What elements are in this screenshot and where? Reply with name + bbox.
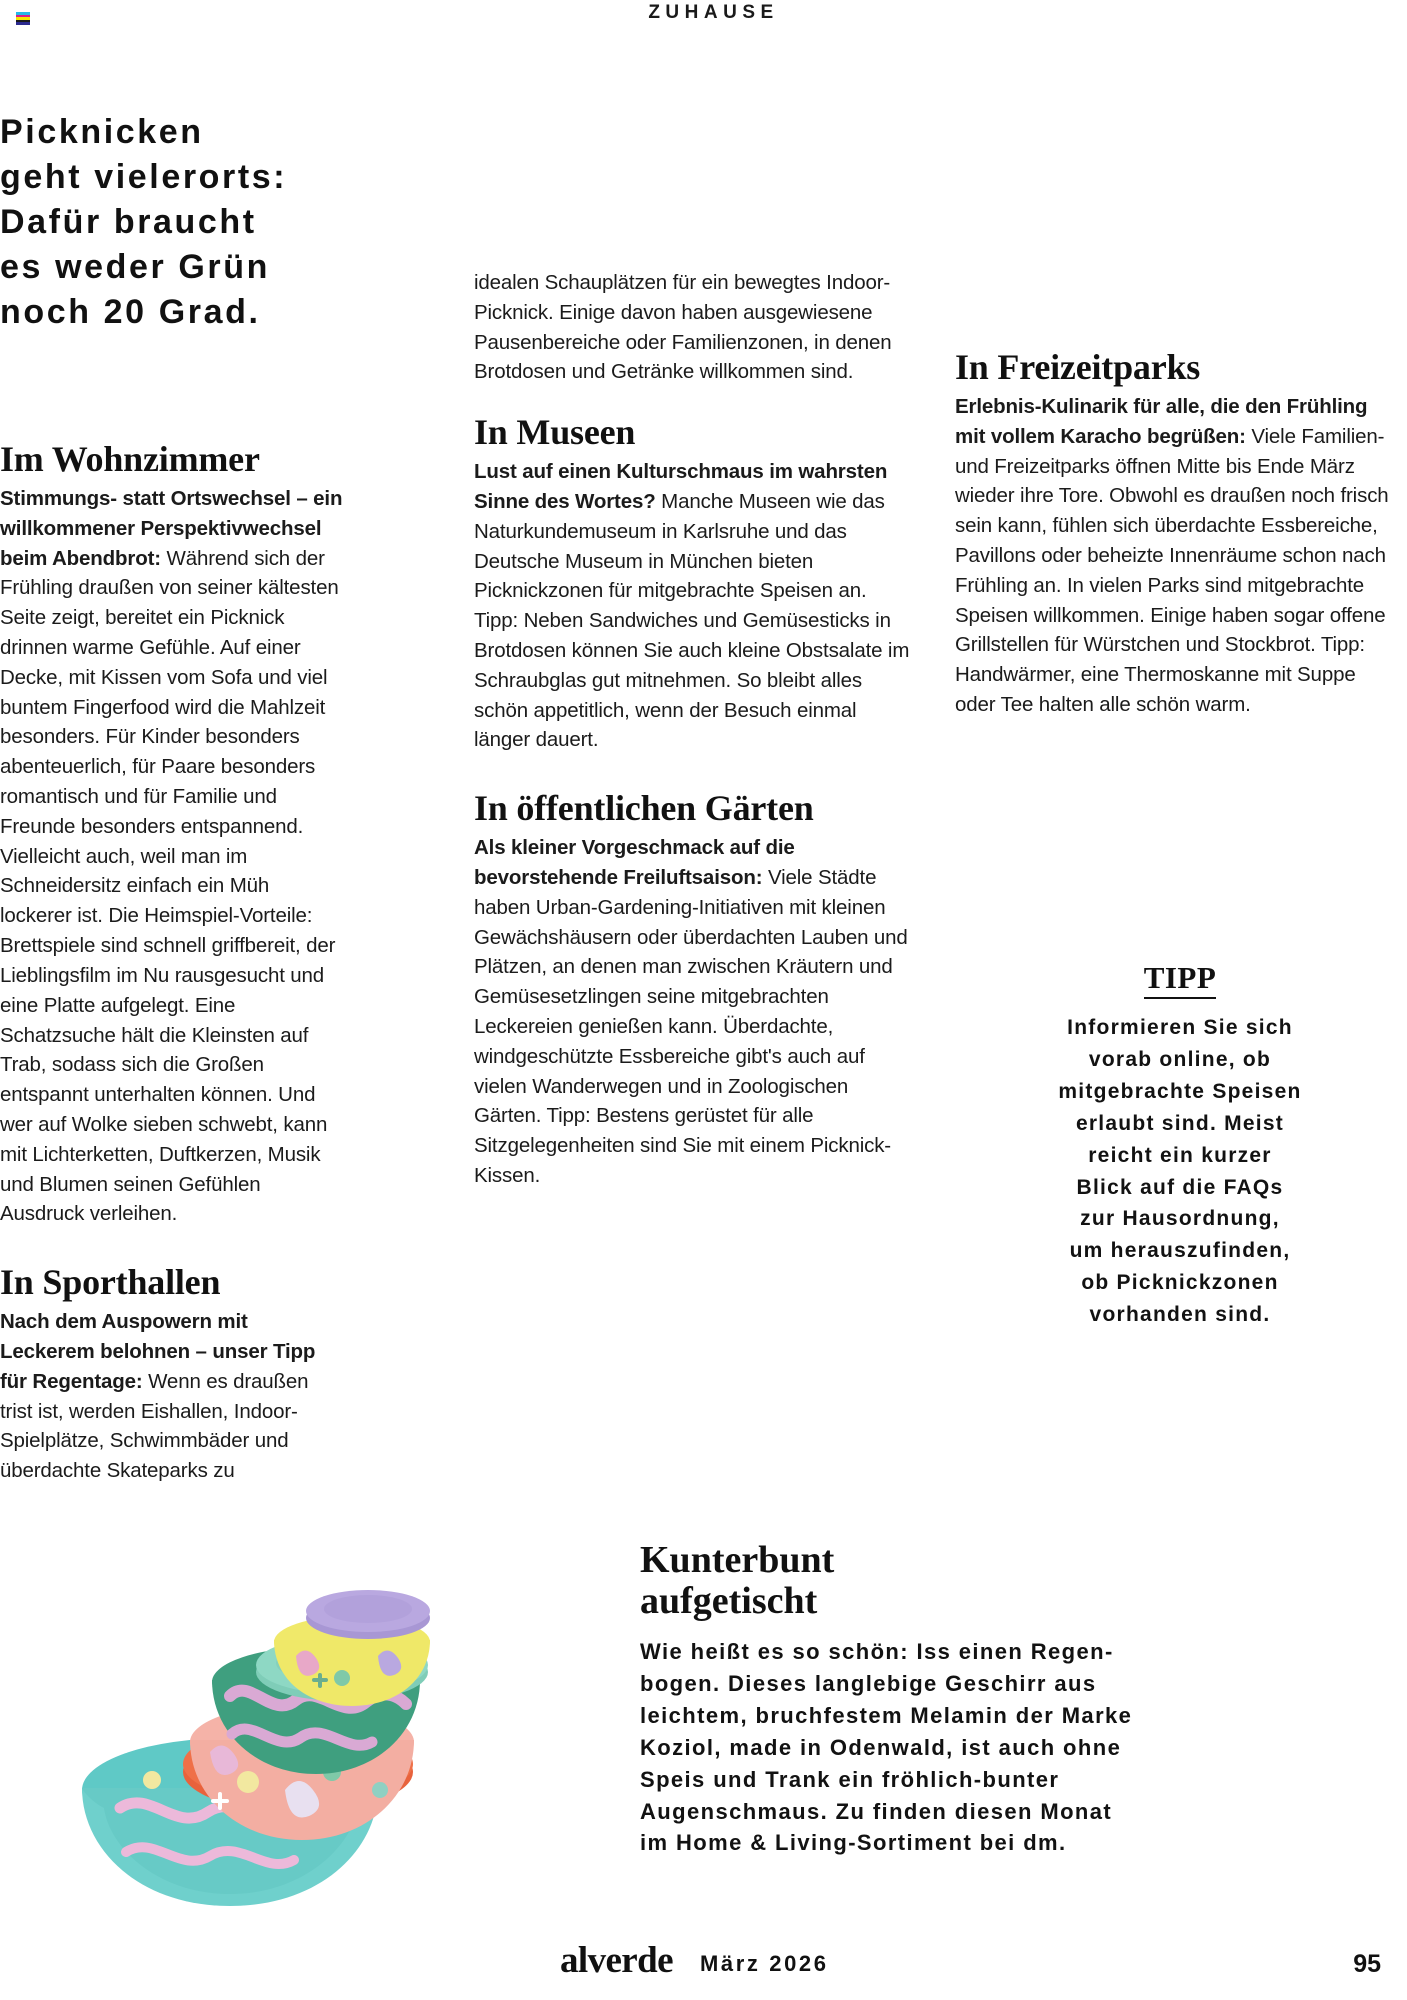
product-title-line: aufgetischt xyxy=(640,1580,818,1623)
product-block xyxy=(640,1540,1340,1859)
spacer xyxy=(474,755,914,789)
column-2-continuation: idealen Schauplätzen für ein bewegtes Indoor-Picknick. Einige davon haben ausgewiesene Pausenbereiche oder Familienzonen, in denen Brotdosen und Getränke willkommen sind. xyxy=(474,271,892,384)
section-heading-in-museen: In Museen xyxy=(474,412,636,453)
tipp-line: vorhanden sind. xyxy=(1089,1303,1271,1327)
product-title-line: Kunterbunt xyxy=(640,1539,835,1581)
tipp-line: reicht ein kurzer xyxy=(1088,1143,1272,1167)
product-copy-line: bogen. Dieses langlebige Geschirr aus xyxy=(640,1670,1097,1696)
text-column-1 xyxy=(0,440,345,1486)
section-lead: Nach dem Auspowern mit Leckerem belohnen – unser Tipp für Regentage: xyxy=(0,1310,316,1393)
product-title xyxy=(640,1540,1340,1622)
tipp-line: erlaubt sind. Meist xyxy=(1075,1111,1285,1135)
product-copy xyxy=(640,1636,1340,1859)
section-lead: Stimmungs- statt Ortswechsel – ein willkommener Perspektivwechsel beim Abendbrot: xyxy=(0,486,343,570)
section-heading-in-freizeitparks: In Freizeitparks xyxy=(955,347,1201,387)
product-copy-line: im Home & Living-Sortiment bei dm. xyxy=(640,1830,1067,1856)
tipp-box xyxy=(985,960,1375,1331)
section-body-in-museen xyxy=(474,457,914,755)
section-lead: Als kleiner Vorgeschmack auf die bevorstehende Freiluftsaison: xyxy=(474,836,795,889)
section-body-in-oeffentlichen-gaerten xyxy=(474,833,914,1191)
section-text: Wenn es draußen trist ist, werden Eishallen, Indoor-Spielplätze, Schwimmbäder und überdachte Skateparks zu xyxy=(0,1369,309,1483)
tipp-body xyxy=(985,1012,1375,1331)
page-footer xyxy=(0,1940,1407,1990)
stacked-melamine-bowls-photo xyxy=(80,1490,600,1930)
section-heading-in-sporthallen: In Sporthallen xyxy=(0,1262,221,1303)
tipp-line: Informieren Sie sich xyxy=(1067,1016,1293,1039)
section-text: Während sich der Frühling draußen von seiner kältesten Seite zeigt, bereitet ein Picknick drinnen warme Gefühle. Auf einer Decke, mit Kissen vom Sofa und viel buntem Fingerfood wird die Mahlzeit besonders. Für Kinder besonders abenteuerlich, für Paare besonders romantisch und für Familie und Freunde besonders entspannend. Vielleicht auch, weil man im Schneidersitz einfach ein Müh lockerer ist. Die Heimspiel-Vorteile: Brettspiele sind schnell griffbereit, der Lieblingsfilm im Nu rausgesucht und eine Platte aufgelegt. Eine Schatzsuche hält die Kleinsten auf Trab, sodass sich die Großen entspannt unterhalten können. Und wer auf Wolke sieben schwebt, kann mit Lichterketten, Duftkerzen, Musik und Blumen seinen Gefühlen Ausdruck verleihen. xyxy=(0,546,339,1226)
text-column-3 xyxy=(955,348,1395,720)
page-number: 95 xyxy=(1353,1950,1381,1978)
section-text: Viele Städte haben Urban-Gardening-Initiativen mit kleinen Gewächshäusern oder überdachten Lauben und Plätzen, an denen man zwischen Kräutern und Gemüsesetzlingen seine mitgebrachten Leckereien genießen kann. Überdachte, windgeschützte Essbereiche gibt's auch auf vielen Wanderwegen und in Zoologischen Gärten. Tipp: Bestens gerüstet für alle Sitzgelegenheiten sind Sie mit einem Picknick-Kissen. xyxy=(474,865,908,1188)
section-lead: Erlebnis-Kulinarik für alle, die den Frühling mit vollem Karacho begrüßen: xyxy=(955,394,1368,448)
tipp-line: vorab online, ob xyxy=(1088,1047,1272,1071)
tipp-line: mitgebrachte Speisen xyxy=(1058,1079,1302,1103)
headline-line: noch 20 Grad. xyxy=(0,292,261,331)
tipp-line: Blick auf die FAQs xyxy=(1076,1175,1284,1199)
section-text: Viele Familien- und Freizeitparks öffnen Mitte bis Ende März wieder ihre Tore. Obwohl es draußen noch frisch sein kann, fühlen sich überdachte Essbereiche, Pavillons oder beheizte Innenräume schon nach Frühling an. In vielen Parks sind mitgebrachte Speisen willkommen. Einige haben sogar offene Grillstellen für Würstchen und Stockbrot. Tipp: Handwärmer, eine Thermoskanne mit Suppe oder Tee halten alle schön warm. xyxy=(955,424,1389,716)
issue-date: März 2026 xyxy=(700,1951,829,1976)
tipp-title-wrap xyxy=(985,960,1375,1012)
spacer xyxy=(474,387,914,413)
headline-line: geht vielerorts: xyxy=(0,157,288,196)
page-title xyxy=(0,110,430,334)
bowls-illustration xyxy=(80,1490,600,1930)
headline-line: es weder Grün xyxy=(0,247,270,286)
headline-line: Picknicken xyxy=(0,113,204,151)
headline-line: Dafür braucht xyxy=(0,202,257,241)
product-copy-line: Speis und Trank ein fröhlich-bunter xyxy=(640,1766,1060,1792)
spacer xyxy=(0,1229,345,1263)
running-head: ZUHAUSE xyxy=(648,2,779,23)
section-text: Manche Museen wie das Naturkundemuseum in Karlsruhe und das Deutsche Museum in München bieten Picknickzonen für mitgebrachte Speisen an. Tipp: Neben Sandwiches und Gemüsesticks in Brotdosen können Sie auch kleine Obstsalate im Schraubglas gut mitnehmen. So bleibt alles schön appetitlich, wenn der Besuch einmal länger dauert. xyxy=(474,489,910,752)
product-copy-line: Koziol, made in Odenwald, ist auch ohne xyxy=(640,1734,1122,1760)
section-heading-in-oeffentlichen-gaerten: In öffentlichen Gärten xyxy=(474,788,814,829)
tipp-line: ob Picknickzonen xyxy=(1081,1271,1279,1295)
product-copy-line: Augenschmaus. Zu finden diesen Monat xyxy=(640,1798,1113,1824)
text-column-2 xyxy=(474,268,914,1191)
section-lead: Lust auf einen Kulturschmaus im wahrsten Sinne des Wortes? xyxy=(474,460,888,513)
section-body-im-wohnzimmer xyxy=(0,484,345,1229)
tipp-line: zur Hausordnung, xyxy=(1080,1207,1280,1231)
section-heading-im-wohnzimmer: Im Wohnzimmer xyxy=(0,439,260,479)
section-body-in-sporthallen xyxy=(0,1307,345,1486)
product-copy-line: Wie heißt es so schön: Iss einen Regen- xyxy=(640,1639,1114,1665)
brand-logo: alverde xyxy=(560,1940,673,1981)
tipp-title: TIPP xyxy=(1144,960,1217,999)
product-copy-line: leichtem, bruchfestem Melamin der Marke xyxy=(640,1702,1133,1728)
tipp-line: um herauszufinden, xyxy=(1069,1239,1291,1263)
section-body-in-freizeitparks xyxy=(955,392,1395,720)
